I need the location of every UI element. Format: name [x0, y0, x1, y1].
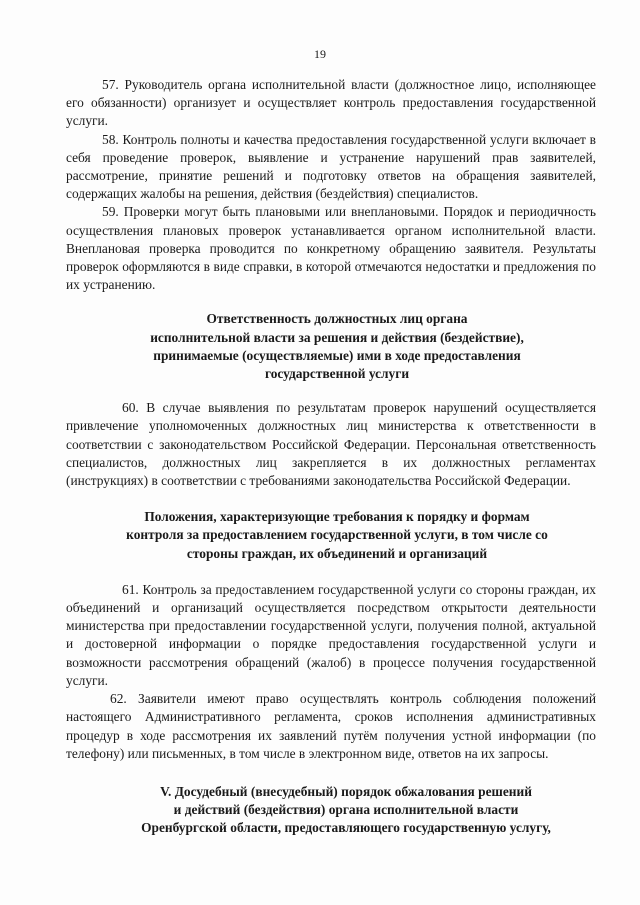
heading-line: контроля за предоставлением государственной услуги, в том числе со: [126, 527, 548, 543]
heading-line: Положения, характеризующие требования к порядку и формам: [144, 509, 530, 525]
paragraph-58: 58. Контроль полноты и качества предоставления государственной услуги включает в себя проведение проверок, выявление и устранение нарушений прав заявителей, рассмотрение, принятие решений и подготовку ответов на обращения заявителей, содержащих жалобы на решения, действия (бездействия) специалистов.: [66, 131, 596, 202]
heading-line: исполнительной власти за решения и действия (бездействие),: [150, 329, 524, 345]
heading-line: Ответственность должностных лиц органа: [206, 311, 468, 327]
paragraph-59: 59. Проверки могут быть плановыми или внеплановыми. Порядок и периодичность осуществления плановых проверок устанавливается органом исполнительной власти. Внеплановая проверка проводится по конкретному обращению заявителя. Результаты проверок оформляются в виде справки, в которой отмечаются недостатки и предложения по их устранению.: [66, 204, 596, 293]
section-heading-responsibility: [66, 310, 596, 383]
document-body: [66, 76, 596, 838]
paragraph-60: 60. В случае выявления по результатам проверок нарушений осуществляется привлечение уполномоченных должностных лиц министерства к ответственности в соответствии с законодательством Российской Федерации. Персональная ответственность специалистов, должностных лиц закрепляется в их должностных регламентах (инструкциях) в соответствии с требованиями законодательства Российской Федерации.: [66, 400, 596, 489]
heading-line: государственной услуги: [264, 366, 410, 382]
spacer: [66, 383, 596, 399]
spacer: [66, 563, 596, 581]
heading-line: стороны граждан, их объединений и организаций: [186, 545, 488, 561]
heading-line: V. Досудебный (внесудебный) порядок обжалования решений: [160, 783, 532, 799]
heading-line: и действий (бездействия) органа исполнительной власти: [173, 802, 519, 818]
heading-line: Оренбургской области, предоставляющего государственную услугу,: [141, 820, 551, 836]
paragraph-61: 61. Контроль за предоставлением государственной услуги со стороны граждан, их объединений и организаций осуществляется посредством открытости деятельности министерства при предоставлении государственной услуги, получения полной, актуальной и достоверной информации о порядке предоставления государственной услуги и возможности рассмотрения обращений (жалоб) в процессе получения государственной услуги.: [66, 581, 596, 688]
paragraph-62: 62. Заявители имеют право осуществлять контроль соблюдения положений настоящего Административного регламента, сроков исполнения административных процедур в ходе рассмотрения их заявлений путём получения устной информации (по телефону) или письменных, в том числе в электронном виде, ответов на их запросы.: [66, 691, 596, 761]
spacer: [66, 490, 596, 508]
section-heading-control: [66, 508, 596, 563]
heading-line: принимаемые (осуществляемые) ими в ходе предоставления: [153, 347, 521, 363]
spacer: [66, 294, 596, 310]
paragraph-57: 57. Руководитель органа исполнительной власти (должностное лицо, исполняющее его обязанности) организует и осуществляет контроль предоставления государственной услуги.: [66, 77, 596, 129]
spacer: [66, 763, 596, 783]
page-number: 19: [314, 47, 326, 61]
section-heading-appeal: [66, 783, 596, 838]
